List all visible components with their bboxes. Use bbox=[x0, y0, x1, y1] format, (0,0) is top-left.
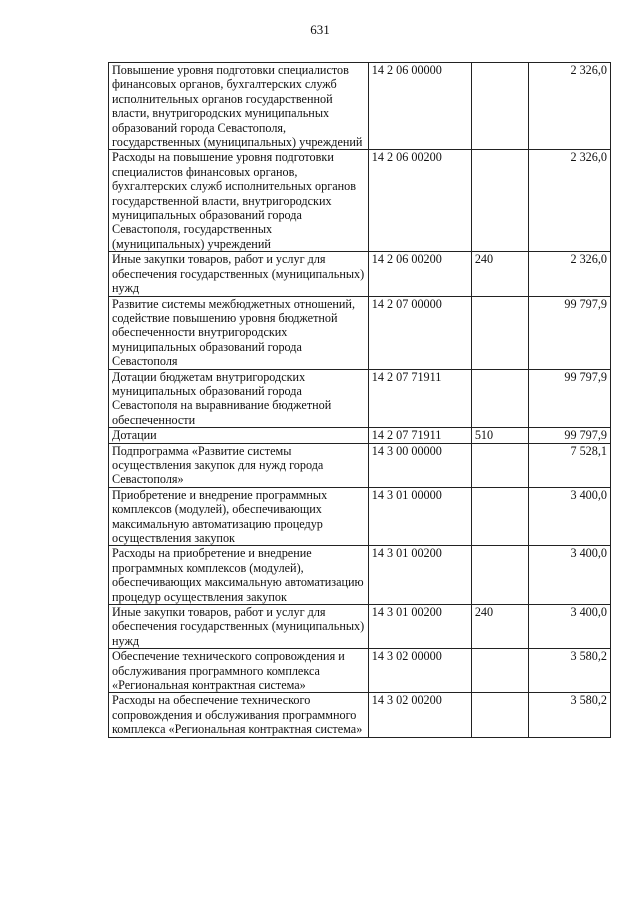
row-expense-type bbox=[471, 369, 528, 428]
row-name: Расходы на повышение уровня подготовки специалистов финансовых органов, бухгалтерских служб исполнительных органов государственной власти, внутригородских муниципальных образований города Севастополя, государственных (муниципальных) учреждений bbox=[109, 150, 369, 252]
row-expense-type bbox=[471, 487, 528, 546]
page-number: 631 bbox=[310, 22, 330, 37]
row-sum: 99 797,9 bbox=[528, 296, 610, 369]
row-expense-type bbox=[471, 693, 528, 737]
row-sum: 2 326,0 bbox=[528, 252, 610, 296]
row-sum: 3 400,0 bbox=[528, 546, 610, 605]
row-name: Дотации bbox=[109, 428, 369, 443]
table-row bbox=[109, 428, 611, 443]
table-row bbox=[109, 296, 611, 369]
row-code: 14 3 00 00000 bbox=[368, 443, 471, 487]
row-code: 14 3 01 00200 bbox=[368, 605, 471, 649]
table-row bbox=[109, 605, 611, 649]
table-row bbox=[109, 150, 611, 252]
row-sum: 99 797,9 bbox=[528, 428, 610, 443]
row-expense-type bbox=[471, 63, 528, 150]
row-code: 14 3 02 00200 bbox=[368, 693, 471, 737]
row-sum: 3 580,2 bbox=[528, 649, 610, 693]
table-row bbox=[109, 369, 611, 428]
row-code: 14 2 06 00200 bbox=[368, 252, 471, 296]
table-row bbox=[109, 487, 611, 546]
row-name: Дотации бюджетам внутригородских муниципальных образований города Севастополя на выравнивание бюджетной обеспеченности bbox=[109, 369, 369, 428]
row-name: Обеспечение технического сопровождения и обслуживания программного комплекса «Региональная контрактная система» bbox=[109, 649, 369, 693]
budget-table bbox=[108, 62, 611, 738]
row-name: Иные закупки товаров, работ и услуг для обеспечения государственных (муниципальных) нужд bbox=[109, 252, 369, 296]
row-name: Расходы на приобретение и внедрение программных комплексов (модулей), обеспечивающих максимальную автоматизацию процедур осуществления закупок bbox=[109, 546, 369, 605]
row-code: 14 2 06 00000 bbox=[368, 63, 471, 150]
row-name: Повышение уровня подготовки специалистов финансовых органов, бухгалтерских служб исполнительных органов государственной власти, внутригородских муниципальных образований города Севастополя, государственных (муниципальных) учреждений bbox=[109, 63, 369, 150]
row-name: Приобретение и внедрение программных комплексов (модулей), обеспечивающих максимальную автоматизацию процедур осуществления закупок bbox=[109, 487, 369, 546]
row-code: 14 2 07 71911 bbox=[368, 428, 471, 443]
row-expense-type bbox=[471, 649, 528, 693]
row-code: 14 2 07 00000 bbox=[368, 296, 471, 369]
row-sum: 99 797,9 bbox=[528, 369, 610, 428]
table-row bbox=[109, 546, 611, 605]
row-sum: 7 528,1 bbox=[528, 443, 610, 487]
row-sum: 2 326,0 bbox=[528, 150, 610, 252]
row-expense-type bbox=[471, 443, 528, 487]
table-row bbox=[109, 252, 611, 296]
table-row bbox=[109, 63, 611, 150]
row-sum: 3 400,0 bbox=[528, 605, 610, 649]
table-row bbox=[109, 443, 611, 487]
row-expense-type: 240 bbox=[471, 605, 528, 649]
row-code: 14 3 02 00000 bbox=[368, 649, 471, 693]
row-expense-type bbox=[471, 150, 528, 252]
row-sum: 3 400,0 bbox=[528, 487, 610, 546]
row-expense-type bbox=[471, 546, 528, 605]
row-code: 14 2 07 71911 bbox=[368, 369, 471, 428]
row-code: 14 3 01 00200 bbox=[368, 546, 471, 605]
row-name: Развитие системы межбюджетных отношений, содействие повышению уровня бюджетной обеспеченности внутригородских муниципальных образований города Севастополя bbox=[109, 296, 369, 369]
row-code: 14 2 06 00200 bbox=[368, 150, 471, 252]
row-expense-type bbox=[471, 296, 528, 369]
row-name: Подпрограмма «Развитие системы осуществления закупок для нужд города Севастополя» bbox=[109, 443, 369, 487]
row-code: 14 3 01 00000 bbox=[368, 487, 471, 546]
row-expense-type: 510 bbox=[471, 428, 528, 443]
row-sum: 3 580,2 bbox=[528, 693, 610, 737]
row-sum: 2 326,0 bbox=[528, 63, 610, 150]
table-row bbox=[109, 693, 611, 737]
row-name: Расходы на обеспечение технического сопровождения и обслуживания программного комплекса «Региональная контрактная система» bbox=[109, 693, 369, 737]
row-name: Иные закупки товаров, работ и услуг для обеспечения государственных (муниципальных) нужд bbox=[109, 605, 369, 649]
table-row bbox=[109, 649, 611, 693]
row-expense-type: 240 bbox=[471, 252, 528, 296]
